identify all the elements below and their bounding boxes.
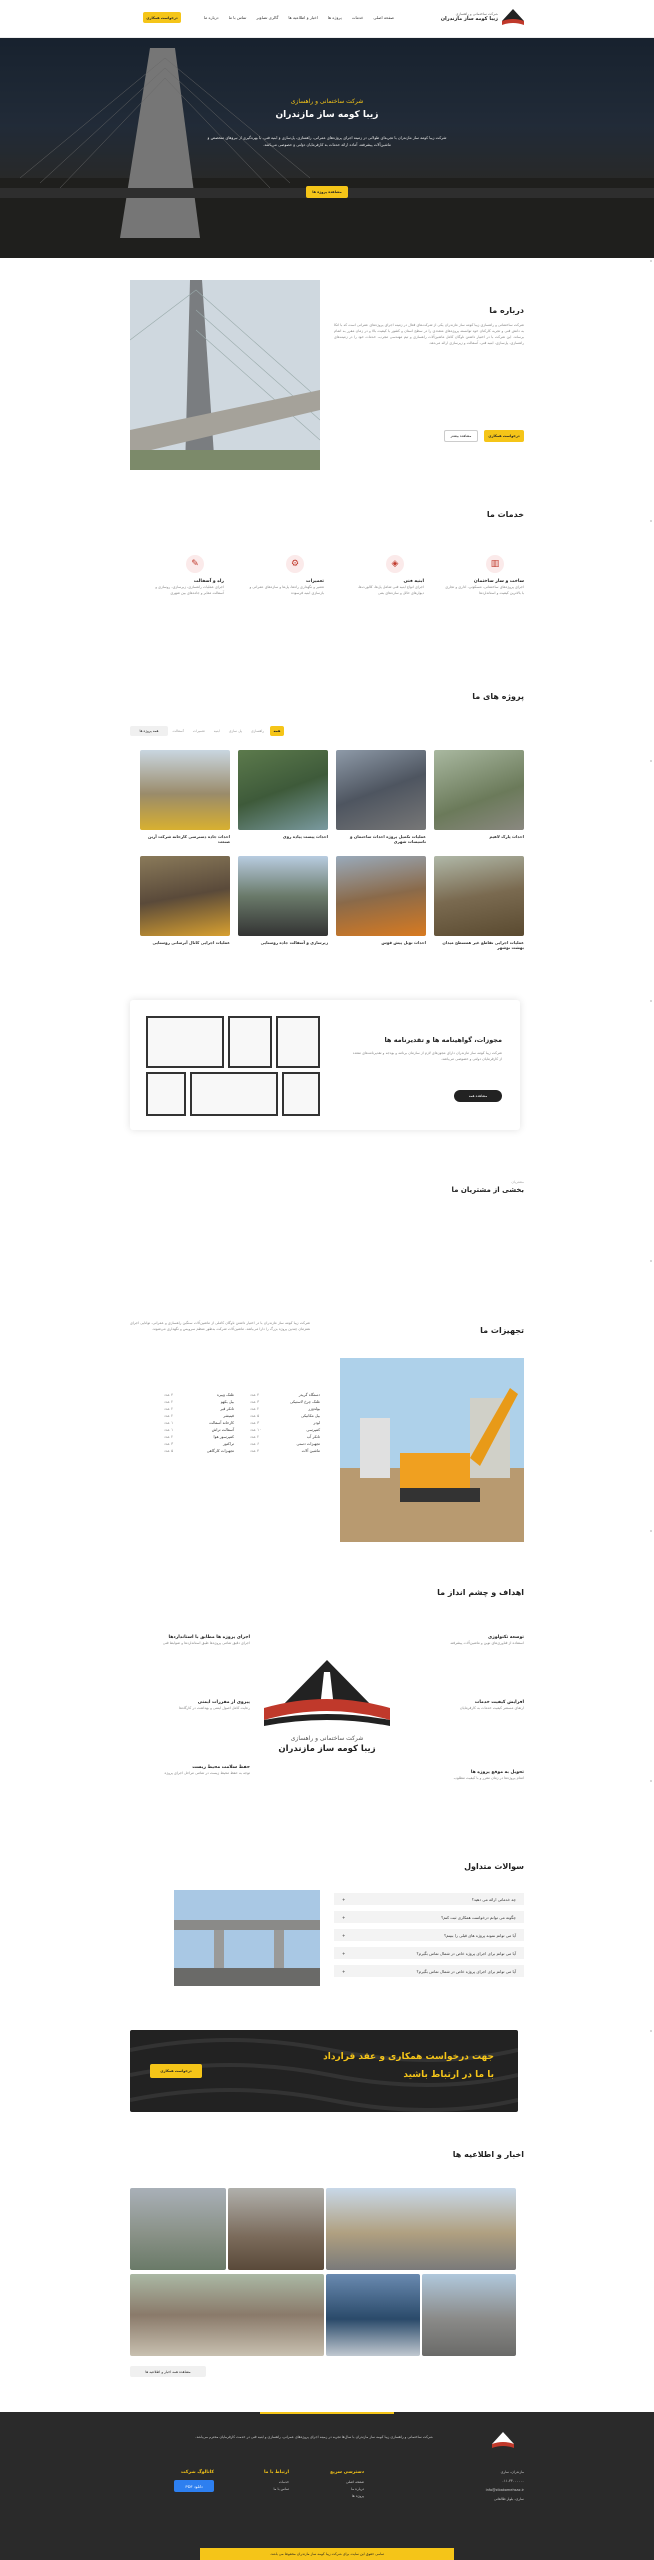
faq-item[interactable] xyxy=(334,1947,524,1959)
equipment-count: ۲ عدد xyxy=(164,1413,174,1418)
nav-contact[interactable]: تماس با ما xyxy=(228,15,247,20)
footer-col-title: کاتالوگ شرکت xyxy=(181,2470,214,2475)
project-caption: احداث پیست پیاده روی xyxy=(282,834,328,839)
project-caption: احداث جاده دسترسی کارخانه شرکت آرین صنعت xyxy=(147,834,230,844)
equipment-count: ۲ عدد xyxy=(250,1406,260,1411)
faq-question: چگونه می توانم درخواست همکاری ثبت کنم؟ xyxy=(441,1914,516,1920)
nav-news[interactable]: اخبار و اطلاعیه ها xyxy=(288,15,318,20)
service-desc: اجرای پروژه‌های ساختمانی، مسکونی، اداری و تجاری با بالاترین کیفیت و استانداردها xyxy=(445,585,524,595)
equipment-name: کارخانه آسفالت xyxy=(209,1420,234,1425)
nav-services[interactable]: خدمات xyxy=(351,15,364,20)
goal-item xyxy=(140,1635,250,1646)
equipment-row xyxy=(250,1392,320,1399)
faq-question: آیا می توانم نمونه پروژه های قبلی را ببینم؟ xyxy=(444,1932,516,1938)
clients-kicker: مشتریان xyxy=(511,1180,524,1184)
equipment-name: کمپرسور هوا xyxy=(213,1434,234,1439)
certificates-text: شرکت زیبا کومه ساز مازندران دارای مجوزهای لازم از سازمان برنامه و بودجه و تقدیرنامه‌های متعدد از کارفرمایان دولتی و خصوصی می‌باشد. xyxy=(352,1051,502,1061)
equipment-row xyxy=(164,1413,234,1420)
footer-contact-list xyxy=(414,2470,524,2506)
all-projects-button[interactable]: همه پروژه ها xyxy=(130,726,168,736)
equipment-list-1 xyxy=(250,1392,320,1455)
certificate-thumb[interactable] xyxy=(282,1072,320,1116)
service-item xyxy=(244,555,324,596)
phone-icon: ۰۱۱-۳۳۰۰۰۰۰۰ xyxy=(502,2479,524,2483)
equipment-row xyxy=(250,1434,320,1441)
service-item xyxy=(444,555,524,596)
equipment-row xyxy=(164,1392,234,1399)
news-title: اخبار و اطلاعیه ها xyxy=(452,2150,524,2159)
hero-projects-button[interactable]: مشاهده پروژه ها xyxy=(306,186,348,198)
faq-item[interactable] xyxy=(334,1893,524,1905)
goal-desc: اجرای دقیق تمامی پروژه‌ها طبق استانداردها و ضوابط فنی xyxy=(162,1641,250,1645)
goal-title: حفظ سلامت محیط زیست xyxy=(192,1765,250,1770)
equipment-name: تجهیزات دستی xyxy=(296,1441,320,1446)
equipment-count: ۱ عدد xyxy=(164,1420,174,1425)
footer-col-contact xyxy=(229,2470,289,2494)
hero-title: زیبا کومه ساز مازندران xyxy=(275,110,379,120)
project-caption: عملیات اجرایی کانال آبرسانی روستایی xyxy=(152,940,230,945)
equipment-row xyxy=(164,1406,234,1413)
nav-home[interactable]: صفحه اصلی xyxy=(373,15,394,20)
project-image[interactable] xyxy=(238,750,328,830)
goal-item xyxy=(140,1700,250,1711)
project-caption: احداث پارک لاهیم xyxy=(489,834,524,839)
service-name: ساخت و ساز ساختمان xyxy=(473,579,524,584)
equipment-count: ۵ عدد xyxy=(250,1413,260,1418)
filter-bridge[interactable]: پل سازی xyxy=(228,729,242,733)
equipment-count: ۲ عدد xyxy=(250,1434,260,1439)
site-footer xyxy=(0,2412,654,2560)
scroll-dot[interactable] xyxy=(650,2030,652,2032)
logo[interactable] xyxy=(441,9,524,25)
hero-text: شرکت زیبا کومه ساز مازندران با تجربه‌ای طولانی در زمینه اجرای پروژه‌های عمرانی، راهسازی، پل‌سازی و ابنیه فنی، با بهره‌گیری از نیروهای متخصص و ماشین‌آلات پیشرفته، آماده ارائه خدمات به کارفرمایان دولتی و خصوصی می‌باشد. xyxy=(207,135,447,147)
project-caption: عملیات تکمیل پروژه احداث ساختمان و تاسیسات شهری xyxy=(349,834,426,844)
news-image[interactable] xyxy=(422,2274,516,2356)
about-cooperation-button[interactable]: درخواست همکاری xyxy=(484,430,524,442)
road-icon: ✎ xyxy=(186,555,204,573)
equipment-row xyxy=(164,1448,234,1455)
email-icon[interactable]: info@zibakomehsaz.ir xyxy=(485,2488,524,2492)
news-image[interactable] xyxy=(326,2188,516,2270)
equipment-name: تانکر آب xyxy=(306,1434,320,1439)
equipment-row xyxy=(250,1427,320,1434)
project-caption: عملیات اجرایی تقاطع غیر همسطح میدان بهشت نوشهر xyxy=(442,940,524,950)
goals-logo-sub: شرکت ساختمانی و راهسازی xyxy=(290,1735,364,1742)
equipment-name: غلتک چرخ لاستیکی xyxy=(290,1399,320,1404)
certificate-thumb[interactable] xyxy=(190,1072,278,1116)
hero-kicker: شرکت ساختمانی و راهسازی xyxy=(290,98,364,105)
service-desc: تعمیر و نگهداری راه‌ها، پل‌ها و سازه‌های عمرانی و بازسازی ابنیه فرسوده xyxy=(249,585,324,595)
equipment-row xyxy=(250,1413,320,1420)
main-nav xyxy=(194,15,394,20)
footer-logo-icon xyxy=(492,2432,514,2448)
hero-bridge-image xyxy=(0,38,654,258)
equipment-row xyxy=(164,1399,234,1406)
scroll-dot[interactable] xyxy=(650,520,652,522)
logo-icon xyxy=(262,1660,392,1730)
scroll-dot[interactable] xyxy=(650,1780,652,1782)
equipment-count: ۴ عدد xyxy=(250,1392,260,1397)
excavator-photo xyxy=(340,1358,524,1542)
goal-item xyxy=(414,1635,524,1646)
footer-link[interactable]: تماس با ما xyxy=(273,2487,289,2491)
scroll-dot[interactable] xyxy=(650,260,652,262)
cta-line2: با ما در ارتباط باشید xyxy=(403,2070,494,2080)
about-bridge-photo xyxy=(130,280,320,470)
faq-item[interactable] xyxy=(334,1911,524,1923)
equipment-count: ۲ عدد xyxy=(164,1406,174,1411)
project-image[interactable] xyxy=(434,750,524,830)
project-filters xyxy=(170,726,284,736)
plus-icon: + xyxy=(342,1896,346,1902)
nav-about[interactable]: درباره ما xyxy=(203,15,219,20)
filter-repair[interactable]: تعمیرات xyxy=(192,729,205,733)
footer-top-line xyxy=(260,2412,394,2414)
project-caption: زیرسازی و آسفالت جاده روستایی xyxy=(260,940,328,945)
equipment-row xyxy=(250,1399,320,1406)
equipment-row xyxy=(164,1427,234,1434)
equipment-name: بیل بکهو xyxy=(220,1399,234,1404)
footer-col-catalog xyxy=(154,2470,214,2492)
layers-icon: ◈ xyxy=(386,555,404,573)
scroll-dot[interactable] xyxy=(650,1260,652,1262)
goal-item xyxy=(414,1700,524,1711)
certificates-card xyxy=(130,1000,520,1130)
equipment-intro: شرکت زیبا کومه ساز مازندران با در اختیار داشتن ناوگان کاملی از ماشین‌آلات سنگین راهسازی و عمرانی، توانایی اجرای همزمان چندین پروژه بزرگ را دارا می‌باشد. ماشین‌آلات شرکت به‌طور منظم سرویس و نگهداری می‌شوند. xyxy=(130,1321,310,1331)
equipment-count: ۳ عدد xyxy=(250,1399,260,1404)
equipment-name: کمپرسی xyxy=(306,1427,320,1432)
equipment-row xyxy=(250,1420,320,1427)
goal-desc: استفاده از فناوری‌های نوین و ماشین‌آلات پیشرفته xyxy=(450,1641,524,1645)
service-name: تعمیرات xyxy=(306,579,324,584)
goal-desc: ارتقای مستمر کیفیت خدمات به کارفرمایان xyxy=(459,1706,524,1710)
goal-title: تحویل به موقع پروژه ها xyxy=(470,1770,524,1775)
equipment-name: دستگاه گریدر xyxy=(298,1392,320,1397)
faq-bridge-photo xyxy=(174,1890,320,1986)
equipment-count: ۵ عدد xyxy=(164,1448,174,1453)
footer-link[interactable]: صفحه اصلی xyxy=(345,2480,364,2484)
equipment-row xyxy=(250,1448,320,1455)
certificates-title: مجوزات، گواهینامه ها و تقدیرنامه ها xyxy=(384,1036,502,1044)
equipment-row xyxy=(164,1441,234,1448)
goal-title: اجرای پروژه ها مطابق با استانداردها xyxy=(168,1635,250,1640)
equipment-count: ۴ عدد xyxy=(250,1448,260,1453)
gear-icon: ⚙ xyxy=(286,555,304,573)
goal-desc: رعایت کامل اصول ایمنی و بهداشت در کارگاه‌ها xyxy=(179,1706,250,1710)
all-news-button[interactable]: مشاهده همه اخبار و اطلاعیه ها xyxy=(130,2366,206,2377)
filter-road[interactable]: راهسازی xyxy=(250,729,264,733)
service-desc: اجرای عملیات راهسازی، زیرسازی، روسازی و آسفالت معابر و جاده‌های بین شهری xyxy=(155,585,224,595)
equipment-count: ۶ عدد xyxy=(250,1441,260,1446)
about-title: درباره ما xyxy=(489,306,524,315)
equipment-name: فینیشر xyxy=(223,1413,234,1418)
service-item xyxy=(144,555,224,596)
download-pdf-button[interactable]: دانلود PDF xyxy=(174,2480,214,2492)
equipment-count: ۳ عدد xyxy=(250,1420,260,1425)
copyright-bar xyxy=(200,2548,454,2560)
scroll-dot[interactable] xyxy=(650,1000,652,1002)
hero xyxy=(0,38,654,258)
service-item xyxy=(344,555,424,596)
plus-icon: + xyxy=(342,1932,346,1938)
scroll-dot[interactable] xyxy=(650,760,652,762)
service-desc: اجرای انواع ابنیه فنی شامل پل‌ها، کالورت‌ها، دیوارهای حائل و سازه‌های بتنی xyxy=(357,585,424,595)
news-image[interactable] xyxy=(130,2188,226,2270)
equipment-count: ۴ عدد xyxy=(164,1392,174,1397)
equipment-name: ماشین آلات xyxy=(301,1448,320,1453)
scroll-dot[interactable] xyxy=(650,1530,652,1532)
equipment-count: ۱۰ عدد xyxy=(250,1427,262,1432)
equipment-row xyxy=(250,1441,320,1448)
equipment-name: لودر xyxy=(313,1420,320,1425)
certificate-thumb[interactable] xyxy=(146,1072,186,1116)
news-image[interactable] xyxy=(228,2188,324,2270)
building-icon: ▥ xyxy=(486,555,504,573)
equipment-row xyxy=(164,1420,234,1427)
plus-icon: + xyxy=(342,1968,346,1974)
equipment-name: تانکر قیر xyxy=(220,1406,234,1411)
goal-item xyxy=(414,1770,524,1781)
equipment-count: ۱ عدد xyxy=(164,1427,174,1432)
faq-item[interactable] xyxy=(334,1965,524,1977)
cta-line1: جهت درخواست همکاری و عقد قرارداد xyxy=(323,2052,494,2062)
faq-question: آیا می توانم برای اجرای پروژه خاص در شمال تماس بگیرم؟ xyxy=(416,1968,516,1974)
equipment-name: بولدوزر xyxy=(308,1406,320,1411)
filter-asphalt[interactable]: آسفالت xyxy=(172,729,184,733)
copyright-text: تمامی حقوق این سایت برای شرکت زیبا کومه ساز مازندران محفوظ می باشد. xyxy=(269,2552,385,2556)
equipment-count: ۲ عدد xyxy=(164,1399,174,1404)
equipment-title: تجهیزات ما xyxy=(480,1326,524,1335)
footer-col-title: ارتباط با ما xyxy=(263,2470,289,2475)
goals-title: اهداف و چشم انداز ما xyxy=(437,1588,524,1597)
equipment-count: ۲ عدد xyxy=(164,1434,174,1439)
news-image[interactable] xyxy=(130,2274,324,2356)
equipment-name: تجهیزات کارگاهی xyxy=(206,1448,234,1453)
footer-link[interactable]: پروژه ها xyxy=(351,2494,364,2498)
equipment-list-2 xyxy=(164,1392,234,1455)
project-image[interactable] xyxy=(336,750,426,830)
nav-projects[interactable]: پروژه ها xyxy=(327,15,342,20)
project-image[interactable] xyxy=(238,856,328,936)
location-icon: مازندران، ساری xyxy=(500,2470,524,2474)
filter-all[interactable]: همه xyxy=(270,726,284,736)
project-image[interactable] xyxy=(434,856,524,936)
goal-title: افزایش کیفیت خدمات xyxy=(474,1700,524,1705)
cta-button[interactable]: درخواست همکاری xyxy=(150,2064,202,2078)
faq-question: چه خدماتی ارائه می دهید؟ xyxy=(471,1896,516,1902)
goal-title: پیروی از مقررات ایمنی xyxy=(197,1700,250,1705)
equipment-name: غلتک ویبره xyxy=(216,1392,234,1397)
certificates-button[interactable]: مشاهده همه xyxy=(454,1090,502,1102)
projects-title: پروژه های ما xyxy=(472,692,524,701)
footer-about: شرکت ساختمانی و راهسازی زیبا کومه ساز مازندران با سال‌ها تجربه در زمینه اجرای پروژه‌های عمرانی، راهسازی و ابنیه فنی در خدمت کارفرمایان محترم می‌باشد. xyxy=(195,2435,433,2439)
equipment-name: بیل مکانیکی xyxy=(300,1413,320,1418)
certificate-thumb[interactable] xyxy=(276,1016,320,1068)
equipment-name: تراکتور xyxy=(223,1441,234,1446)
equipment-name: آسفالت تراش xyxy=(211,1427,234,1432)
about-more-button[interactable]: مشاهده بیشتر xyxy=(444,430,478,442)
services-title: خدمات ما xyxy=(486,510,524,519)
goal-item xyxy=(140,1765,250,1776)
service-name: ابنیه فنی xyxy=(403,579,424,584)
faq-title: سوالات متداول xyxy=(464,1862,524,1871)
equipment-count: ۳ عدد xyxy=(164,1441,174,1446)
goal-desc: توجه به حفظ محیط زیست در تمامی مراحل اجرای پروژه xyxy=(164,1771,250,1775)
about-text: شرکت ساختمانی و راهسازی زیبا کومه ساز مازندران یکی از شرکت‌های فعال در زمینه اجرای پروژه‌های عمرانی است که با اتکا به دانش فنی و تجربه کارکنان خود توانسته پروژه‌های متعددی را در سطح استان و کشور با کیفیت بالا و در زمان مقرر به اتمام برساند. این شرکت با در اختیار داشتن ناوگان کامل ماشین‌آلات راهسازی و تیم مهندسی مجرب، خدمات خود را در زمینه‌های راهسازی، پل‌سازی، ابنیه فنی، آسفالت و زیرسازی ارائه می‌دهد. xyxy=(334,323,524,345)
cta-banner xyxy=(130,2030,518,2112)
footer-col-quick xyxy=(304,2470,364,2501)
news-image[interactable] xyxy=(326,2274,420,2356)
logo-sub: شرکت ساختمانی و راهسازی xyxy=(455,12,498,16)
logo-icon xyxy=(502,9,524,25)
nav-gallery[interactable]: گالری تصاویر xyxy=(256,15,279,20)
certificate-thumb[interactable] xyxy=(146,1016,224,1068)
project-caption: احداث تونل پیش قوس xyxy=(381,940,426,945)
footer-link[interactable]: خدمات xyxy=(278,2480,289,2484)
logo-name: زیبا کومه ساز مازندران xyxy=(440,16,498,22)
footer-link[interactable]: درباره ما xyxy=(351,2487,364,2491)
equipment-row xyxy=(164,1434,234,1441)
faq-question: آیا می توانم برای اجرای پروژه خاص در شمال تماس بگیرم؟ xyxy=(416,1950,516,1956)
goal-title: توسعه تکنولوژی xyxy=(488,1635,524,1640)
project-image[interactable] xyxy=(140,750,230,830)
equipment-row xyxy=(250,1406,320,1413)
project-image[interactable] xyxy=(140,856,230,936)
plus-icon: + xyxy=(342,1950,346,1956)
header-cta-button[interactable]: درخواست همکاری xyxy=(143,12,181,23)
certificate-thumb[interactable] xyxy=(228,1016,272,1068)
site-header xyxy=(0,0,654,38)
plus-icon: + xyxy=(342,1914,346,1920)
project-image[interactable] xyxy=(336,856,426,936)
service-name: راه و آسفالت xyxy=(193,579,224,584)
goals-logo xyxy=(262,1660,392,1754)
address-icon: ساری، بلوار طالقانی xyxy=(493,2497,524,2501)
goals-logo-name: زیبا کومه ساز مازندران xyxy=(278,1744,376,1754)
filter-structure[interactable]: ابنیه xyxy=(213,729,220,733)
clients-title: بخشی از مشتریان ما xyxy=(451,1186,524,1194)
footer-col-title: دسترسی سریع xyxy=(330,2470,364,2475)
faq-item[interactable] xyxy=(334,1929,524,1941)
goal-desc: اتمام پروژه‌ها در زمان مقرر و با کیفیت مطلوب xyxy=(453,1776,524,1780)
